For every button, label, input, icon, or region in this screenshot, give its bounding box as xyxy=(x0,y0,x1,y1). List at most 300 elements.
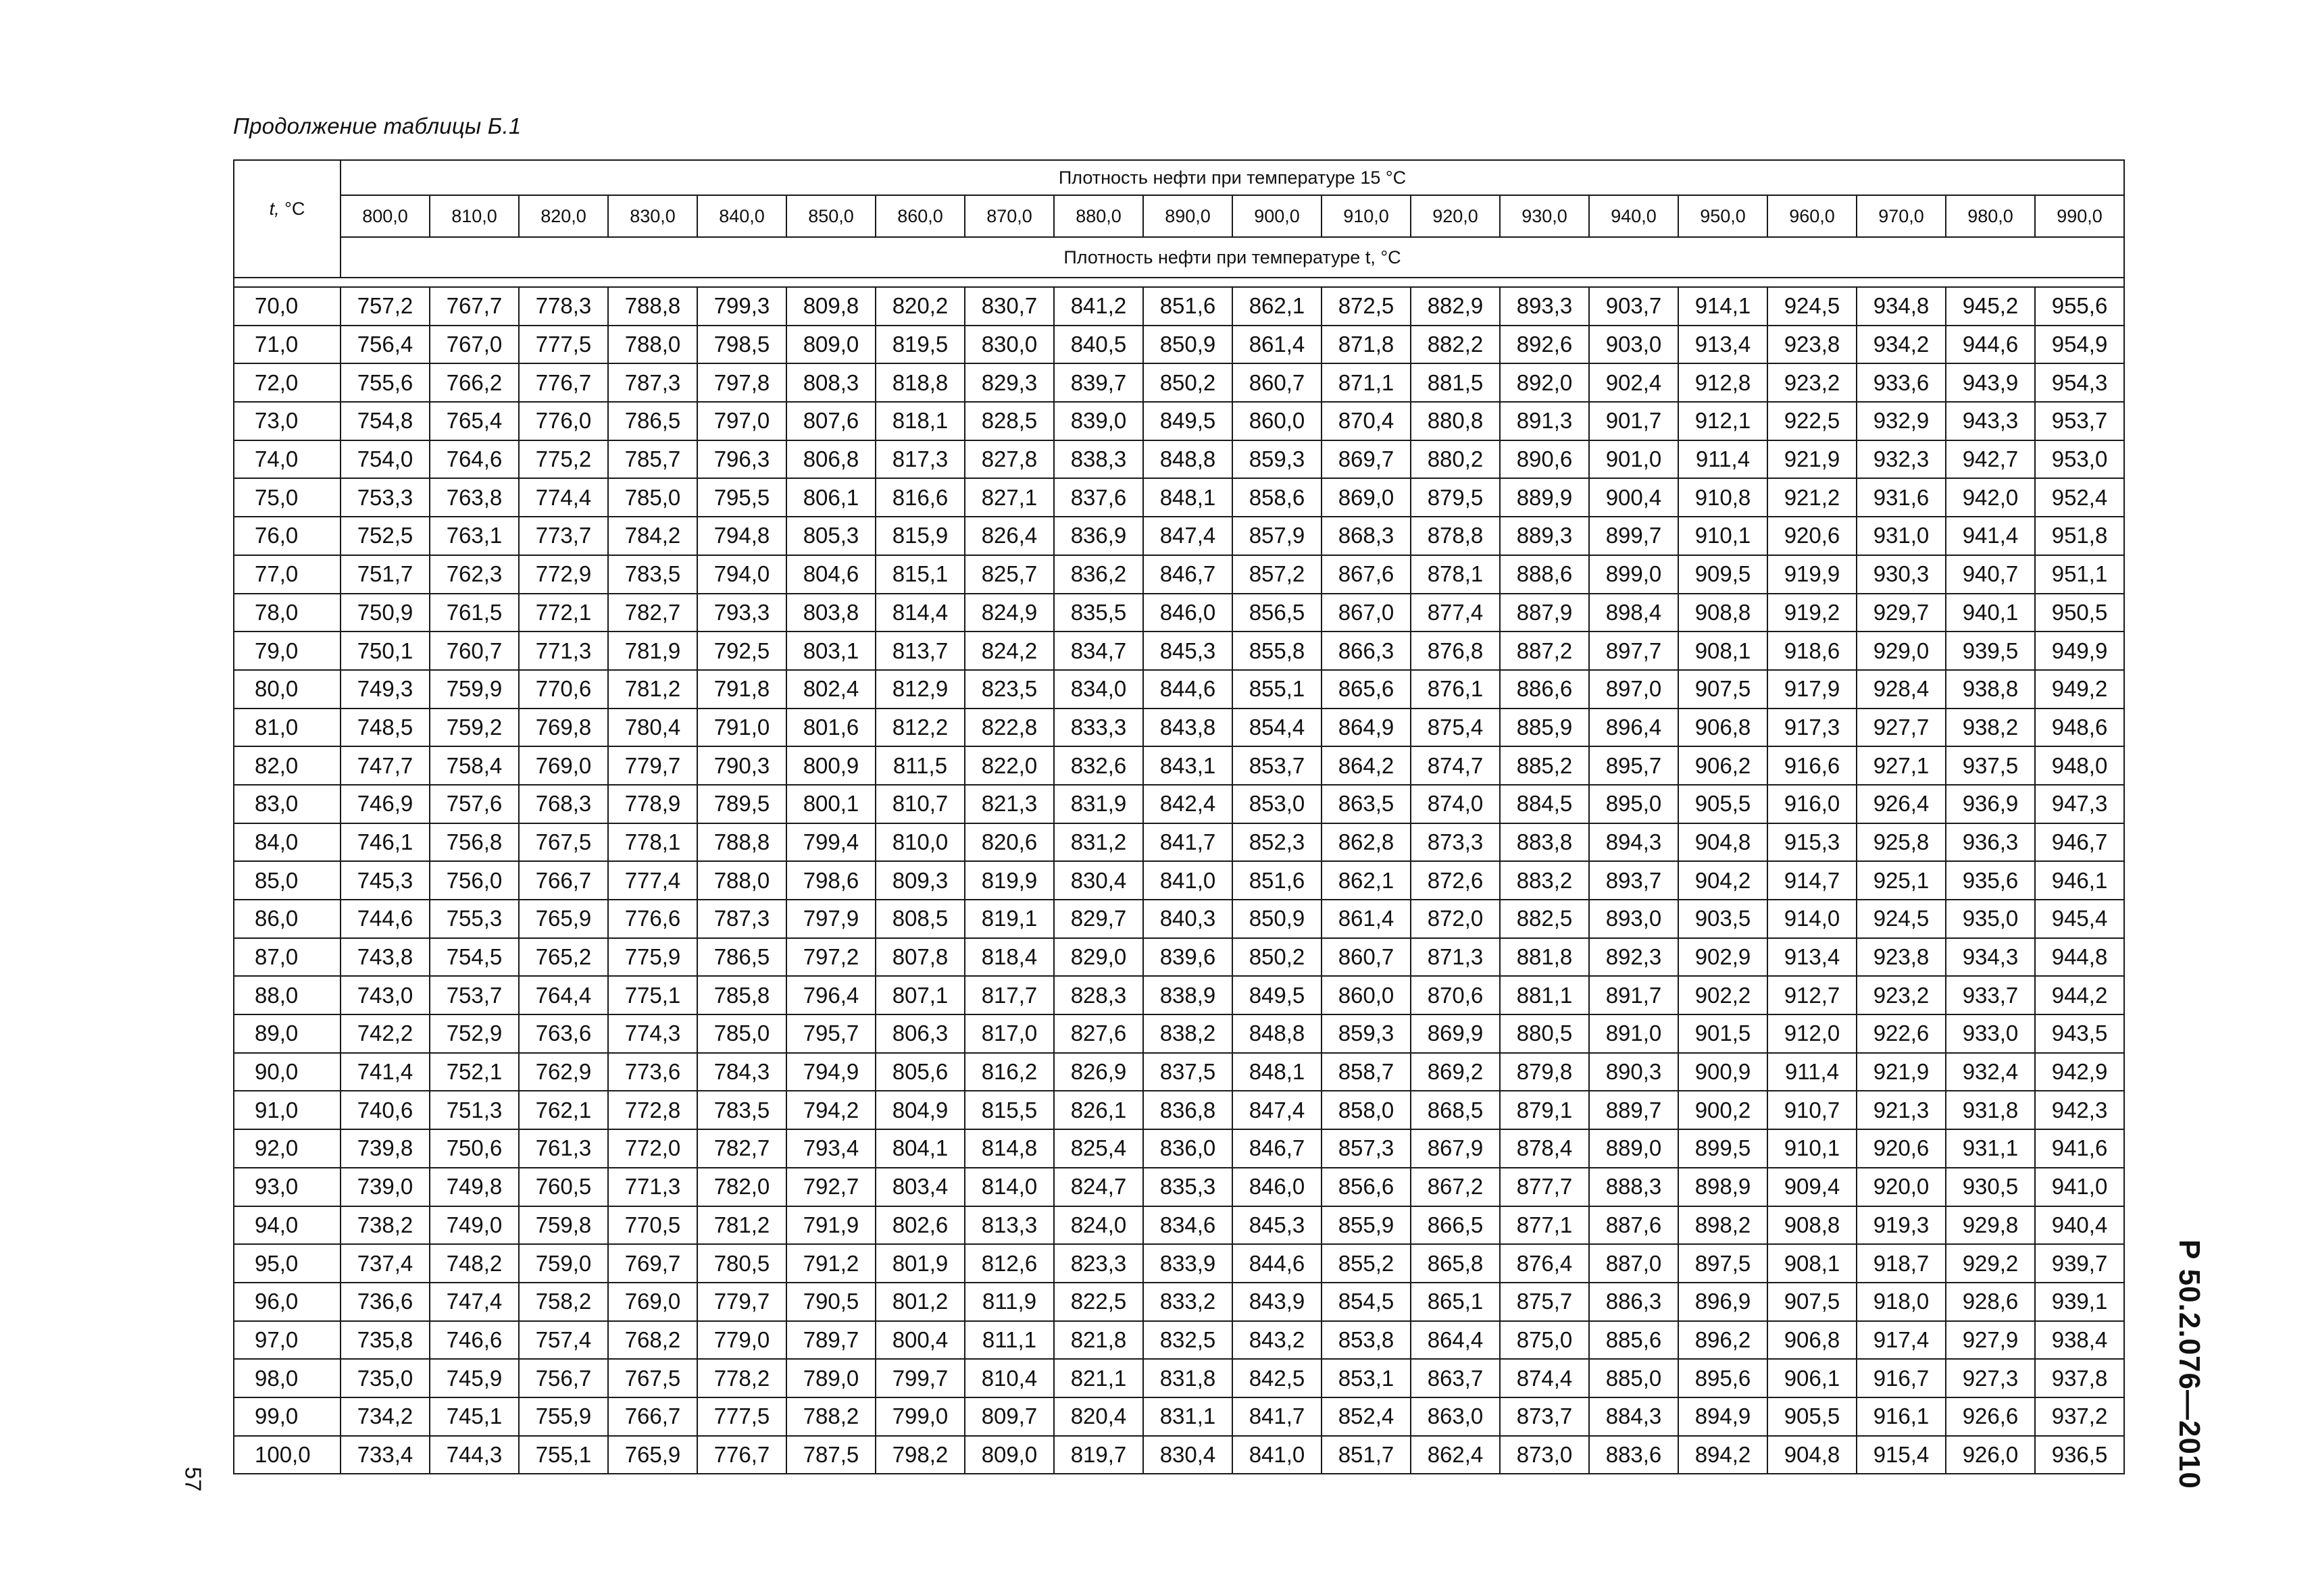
density-cell: 865,6 xyxy=(1322,670,1411,709)
density-cell: 945,2 xyxy=(1946,287,2035,326)
density-cell: 873,3 xyxy=(1411,823,1500,862)
density-cell: 940,7 xyxy=(1946,555,2035,594)
density-cell: 940,1 xyxy=(1946,594,2035,632)
density-cell: 927,1 xyxy=(1857,746,1946,785)
density-cell: 804,1 xyxy=(876,1129,965,1168)
density-cell: 848,1 xyxy=(1232,1053,1322,1091)
density-cell: 931,6 xyxy=(1857,478,1946,517)
density-cell: 905,5 xyxy=(1678,785,1767,823)
density-cell: 899,0 xyxy=(1589,555,1678,594)
density-cell: 935,0 xyxy=(1946,900,2035,938)
density-cell: 937,8 xyxy=(2035,1359,2124,1397)
density-cell: 836,2 xyxy=(1054,555,1143,594)
density-cell: 866,5 xyxy=(1411,1206,1500,1245)
density-cell: 759,8 xyxy=(519,1206,608,1245)
density-cell: 845,3 xyxy=(1143,632,1232,670)
density-cell: 745,3 xyxy=(341,861,430,900)
density-cell: 803,4 xyxy=(876,1168,965,1206)
density-cell: 917,3 xyxy=(1767,709,1857,747)
density-cell: 870,4 xyxy=(1322,402,1411,440)
density-cell: 929,0 xyxy=(1857,632,1946,670)
density-cell: 830,7 xyxy=(965,287,1054,326)
density-cell: 809,3 xyxy=(876,861,965,900)
density-cell: 913,4 xyxy=(1678,326,1767,364)
density-cell: 774,3 xyxy=(608,1014,697,1053)
density-cell: 779,7 xyxy=(697,1283,786,1321)
density-cell: 951,1 xyxy=(2035,555,2124,594)
density-cell: 749,3 xyxy=(341,670,430,709)
density-column-header: 800,0 xyxy=(341,195,430,237)
density-cell: 895,0 xyxy=(1589,785,1678,823)
table-row xyxy=(234,594,2124,632)
density-cell: 885,9 xyxy=(1500,709,1589,747)
density-cell: 952,4 xyxy=(2035,478,2124,517)
density-cell: 819,9 xyxy=(965,861,1054,900)
density-cell: 898,2 xyxy=(1678,1206,1767,1245)
density-cell: 908,1 xyxy=(1678,632,1767,670)
density-cell: 797,0 xyxy=(697,402,786,440)
density-cell: 936,5 xyxy=(2035,1436,2124,1474)
density-cell: 855,8 xyxy=(1232,632,1322,670)
density-cell: 818,1 xyxy=(876,402,965,440)
density-cell: 824,7 xyxy=(1054,1168,1143,1206)
density-cell: 954,3 xyxy=(2035,363,2124,402)
density-cell: 906,1 xyxy=(1767,1359,1857,1397)
density-cell: 920,6 xyxy=(1857,1129,1946,1168)
density-cell: 907,5 xyxy=(1678,670,1767,709)
density-cell: 793,3 xyxy=(697,594,786,632)
density-cell: 912,0 xyxy=(1767,1014,1857,1053)
temperature-cell: 98,0 xyxy=(234,1359,341,1397)
density-cell: 871,8 xyxy=(1322,326,1411,364)
temperature-cell: 91,0 xyxy=(234,1091,341,1129)
density-cell: 926,4 xyxy=(1857,785,1946,823)
table-row xyxy=(234,363,2124,402)
density-cell: 830,4 xyxy=(1143,1436,1232,1474)
density-cell: 744,3 xyxy=(430,1436,519,1474)
density-cell: 800,1 xyxy=(786,785,876,823)
density-cell: 784,2 xyxy=(608,517,697,555)
density-cell: 820,4 xyxy=(1054,1397,1143,1436)
density-cell: 849,5 xyxy=(1232,976,1322,1014)
density-cell: 815,5 xyxy=(965,1091,1054,1129)
density-cell: 786,5 xyxy=(608,402,697,440)
table-row xyxy=(234,670,2124,709)
density-cell: 848,1 xyxy=(1143,478,1232,517)
density-cell: 763,6 xyxy=(519,1014,608,1053)
density-cell: 937,2 xyxy=(2035,1397,2124,1436)
density-cell: 834,0 xyxy=(1054,670,1143,709)
density-cell: 918,6 xyxy=(1767,632,1857,670)
density-cell: 787,5 xyxy=(786,1436,876,1474)
density-cell: 765,2 xyxy=(519,938,608,977)
density-table-container xyxy=(233,159,2123,1474)
density-cell: 862,4 xyxy=(1411,1436,1500,1474)
density-cell: 871,1 xyxy=(1322,363,1411,402)
density-cell: 919,2 xyxy=(1767,594,1857,632)
density-cell: 763,1 xyxy=(430,517,519,555)
density-cell: 765,9 xyxy=(608,1436,697,1474)
density-cell: 765,9 xyxy=(519,900,608,938)
density-cell: 875,7 xyxy=(1500,1283,1589,1321)
density-cell: 809,8 xyxy=(786,287,876,326)
density-cell: 836,9 xyxy=(1054,517,1143,555)
density-cell: 894,2 xyxy=(1678,1436,1767,1474)
density-cell: 868,3 xyxy=(1322,517,1411,555)
density-cell: 889,0 xyxy=(1589,1129,1678,1168)
density-cell: 850,2 xyxy=(1232,938,1322,977)
density-cell: 836,0 xyxy=(1143,1129,1232,1168)
density-cell: 855,9 xyxy=(1322,1206,1411,1245)
density-cell: 822,8 xyxy=(965,709,1054,747)
density-cell: 856,6 xyxy=(1322,1168,1411,1206)
density-cell: 750,9 xyxy=(341,594,430,632)
density-cell: 904,2 xyxy=(1678,861,1767,900)
density-cell: 744,6 xyxy=(341,900,430,938)
density-table xyxy=(233,159,2125,1474)
temperature-cell: 72,0 xyxy=(234,363,341,402)
header-separator-row xyxy=(234,278,2124,287)
density-cell: 896,4 xyxy=(1589,709,1678,747)
table-row xyxy=(234,1283,2124,1321)
density-cell: 777,5 xyxy=(519,326,608,364)
density-cell: 825,7 xyxy=(965,555,1054,594)
density-cell: 894,3 xyxy=(1589,823,1678,862)
density-cell: 934,8 xyxy=(1857,287,1946,326)
density-cell: 900,2 xyxy=(1678,1091,1767,1129)
density-cell: 860,7 xyxy=(1322,938,1411,977)
density-cell: 905,5 xyxy=(1767,1397,1857,1436)
density-cell: 910,1 xyxy=(1767,1129,1857,1168)
density-cell: 867,2 xyxy=(1411,1168,1500,1206)
table-row xyxy=(234,976,2124,1014)
density-cell: 827,8 xyxy=(965,440,1054,479)
density-cell: 839,0 xyxy=(1054,402,1143,440)
density-cell: 797,2 xyxy=(786,938,876,977)
density-cell: 916,6 xyxy=(1767,746,1857,785)
table-row xyxy=(234,938,2124,977)
density-cell: 756,8 xyxy=(430,823,519,862)
density-cell: 814,8 xyxy=(965,1129,1054,1168)
density-cell: 841,7 xyxy=(1232,1397,1322,1436)
density-cell: 766,7 xyxy=(519,861,608,900)
density-cell: 910,7 xyxy=(1767,1091,1857,1129)
density-cell: 900,4 xyxy=(1589,478,1678,517)
density-cell: 747,7 xyxy=(341,746,430,785)
density-cell: 901,0 xyxy=(1589,440,1678,479)
page-number-text: 57 xyxy=(180,1466,205,1492)
density-cell: 892,6 xyxy=(1500,326,1589,364)
density-cell: 788,0 xyxy=(697,861,786,900)
density-cell: 788,0 xyxy=(608,326,697,364)
density-cell: 938,2 xyxy=(1946,709,2035,747)
density-column-header: 880,0 xyxy=(1054,195,1143,237)
density-cell: 918,0 xyxy=(1857,1283,1946,1321)
temperature-cell: 80,0 xyxy=(234,670,341,709)
density-cell: 888,6 xyxy=(1500,555,1589,594)
density-cell: 857,2 xyxy=(1232,555,1322,594)
density-cell: 830,0 xyxy=(965,326,1054,364)
density-cell: 852,3 xyxy=(1232,823,1322,862)
density-cell: 807,6 xyxy=(786,402,876,440)
density-cell: 756,0 xyxy=(430,861,519,900)
density-cell: 824,9 xyxy=(965,594,1054,632)
density-column-header: 900,0 xyxy=(1232,195,1322,237)
density-cell: 893,7 xyxy=(1589,861,1678,900)
density-cell: 947,3 xyxy=(2035,785,2124,823)
density-cell: 801,9 xyxy=(876,1244,965,1283)
density-cell: 857,9 xyxy=(1232,517,1322,555)
density-cell: 861,4 xyxy=(1232,326,1322,364)
density-cell: 860,0 xyxy=(1322,976,1411,1014)
density-cell: 876,1 xyxy=(1411,670,1500,709)
density-cell: 892,0 xyxy=(1500,363,1589,402)
temperature-cell: 86,0 xyxy=(234,900,341,938)
density-cell: 801,6 xyxy=(786,709,876,747)
density-cell: 791,9 xyxy=(786,1206,876,1245)
standard-number-text: Р 50.2.076—2010 xyxy=(2173,1239,2207,1489)
density-cell: 913,4 xyxy=(1767,938,1857,977)
density-cell: 915,3 xyxy=(1767,823,1857,862)
density-cell: 953,0 xyxy=(2035,440,2124,479)
density-cell: 886,3 xyxy=(1589,1283,1678,1321)
density-cell: 944,2 xyxy=(2035,976,2124,1014)
density-cell: 786,5 xyxy=(697,938,786,977)
density-cell: 915,4 xyxy=(1857,1436,1946,1474)
density-cell: 928,4 xyxy=(1857,670,1946,709)
density-cell: 822,0 xyxy=(965,746,1054,785)
density-cell: 878,1 xyxy=(1411,555,1500,594)
density-cell: 821,1 xyxy=(1054,1359,1143,1397)
density-cell: 899,7 xyxy=(1589,517,1678,555)
density-cell: 837,6 xyxy=(1054,478,1143,517)
density-cell: 782,7 xyxy=(697,1129,786,1168)
density-cell: 751,3 xyxy=(430,1091,519,1129)
density-cell: 884,5 xyxy=(1500,785,1589,823)
density-column-header: 840,0 xyxy=(697,195,786,237)
density-cell: 778,2 xyxy=(697,1359,786,1397)
density-cell: 890,3 xyxy=(1589,1053,1678,1091)
density-cell: 831,2 xyxy=(1054,823,1143,862)
density-cell: 813,3 xyxy=(965,1206,1054,1245)
density-cell: 853,7 xyxy=(1232,746,1322,785)
density-table-body xyxy=(234,287,2124,1474)
density-cell: 932,3 xyxy=(1857,440,1946,479)
density-cell: 752,1 xyxy=(430,1053,519,1091)
density-cell: 931,0 xyxy=(1857,517,1946,555)
density-cell: 916,0 xyxy=(1767,785,1857,823)
density-cell: 898,9 xyxy=(1678,1168,1767,1206)
density-cell: 833,3 xyxy=(1054,709,1143,747)
density-cell: 787,3 xyxy=(608,363,697,402)
density-cell: 767,0 xyxy=(430,326,519,364)
density-cell: 739,8 xyxy=(341,1129,430,1168)
density-cell: 902,4 xyxy=(1589,363,1678,402)
density-cell: 893,3 xyxy=(1500,287,1589,326)
density-cell: 810,4 xyxy=(965,1359,1054,1397)
density-cell: 891,3 xyxy=(1500,402,1589,440)
density-cell: 846,0 xyxy=(1232,1168,1322,1206)
density-cell: 922,5 xyxy=(1767,402,1857,440)
density-cell: 848,8 xyxy=(1143,440,1232,479)
density-cell: 832,5 xyxy=(1143,1321,1232,1360)
density-cell: 860,0 xyxy=(1232,402,1322,440)
density-cell: 814,4 xyxy=(876,594,965,632)
density-cell: 773,7 xyxy=(519,517,608,555)
table-row xyxy=(234,326,2124,364)
density-cell: 753,7 xyxy=(430,976,519,1014)
temperature-cell: 100,0 xyxy=(234,1436,341,1474)
density-cell: 809,7 xyxy=(965,1397,1054,1436)
density-cell: 785,0 xyxy=(608,478,697,517)
density-cell: 754,5 xyxy=(430,938,519,977)
density-cell: 933,0 xyxy=(1946,1014,2035,1053)
density-cell: 919,9 xyxy=(1767,555,1857,594)
density-cell: 856,5 xyxy=(1232,594,1322,632)
density-cell: 789,0 xyxy=(786,1359,876,1397)
density-cell: 904,8 xyxy=(1767,1436,1857,1474)
density-cell: 827,6 xyxy=(1054,1014,1143,1053)
density-cell: 826,1 xyxy=(1054,1091,1143,1129)
density-cell: 768,3 xyxy=(519,785,608,823)
density-cell: 830,4 xyxy=(1054,861,1143,900)
density-cell: 776,0 xyxy=(519,402,608,440)
density-cell: 812,2 xyxy=(876,709,965,747)
density-cell: 780,4 xyxy=(608,709,697,747)
density-cell: 917,9 xyxy=(1767,670,1857,709)
density-cell: 851,7 xyxy=(1322,1436,1411,1474)
density-cell: 769,7 xyxy=(608,1244,697,1283)
density-cell: 885,2 xyxy=(1500,746,1589,785)
density-cell: 828,3 xyxy=(1054,976,1143,1014)
density-cell: 921,9 xyxy=(1857,1053,1946,1091)
density-cell: 918,7 xyxy=(1857,1244,1946,1283)
density-15c-header: Плотность нефти при температуре 15 °С xyxy=(341,160,2124,195)
density-cell: 933,7 xyxy=(1946,976,2035,1014)
density-cell: 779,0 xyxy=(697,1321,786,1360)
density-cell: 750,6 xyxy=(430,1129,519,1168)
table-row xyxy=(234,900,2124,938)
density-cell: 790,3 xyxy=(697,746,786,785)
density-cell: 953,7 xyxy=(2035,402,2124,440)
density-cell: 911,4 xyxy=(1678,440,1767,479)
density-cell: 936,3 xyxy=(1946,823,2035,862)
density-cell: 852,4 xyxy=(1322,1397,1411,1436)
density-cell: 941,4 xyxy=(1946,517,2035,555)
density-cell: 753,3 xyxy=(341,478,430,517)
density-cell: 824,2 xyxy=(965,632,1054,670)
density-cell: 750,1 xyxy=(341,632,430,670)
density-cell: 879,5 xyxy=(1411,478,1500,517)
density-cell: 869,0 xyxy=(1322,478,1411,517)
density-cell: 806,1 xyxy=(786,478,876,517)
density-cell: 765,4 xyxy=(430,402,519,440)
density-cell: 782,0 xyxy=(697,1168,786,1206)
density-cell: 826,4 xyxy=(965,517,1054,555)
density-cell: 916,1 xyxy=(1857,1397,1946,1436)
temperature-cell: 79,0 xyxy=(234,632,341,670)
density-cell: 896,9 xyxy=(1678,1283,1767,1321)
density-column-header: 820,0 xyxy=(519,195,608,237)
density-cell: 887,2 xyxy=(1500,632,1589,670)
density-cell: 735,8 xyxy=(341,1321,430,1360)
temperature-symbol: t, xyxy=(269,199,280,219)
density-cell: 809,0 xyxy=(965,1436,1054,1474)
density-cell: 862,8 xyxy=(1322,823,1411,862)
density-cell: 916,7 xyxy=(1857,1359,1946,1397)
density-cell: 791,0 xyxy=(697,709,786,747)
density-cell: 805,6 xyxy=(876,1053,965,1091)
temperature-cell: 92,0 xyxy=(234,1129,341,1168)
density-cell: 912,8 xyxy=(1678,363,1767,402)
density-cell: 863,0 xyxy=(1411,1397,1500,1436)
density-cell: 955,6 xyxy=(2035,287,2124,326)
density-cell: 764,4 xyxy=(519,976,608,1014)
density-cell: 808,3 xyxy=(786,363,876,402)
density-cell: 899,5 xyxy=(1678,1129,1767,1168)
density-column-header: 860,0 xyxy=(876,195,965,237)
density-cell: 777,4 xyxy=(608,861,697,900)
density-cell: 742,2 xyxy=(341,1014,430,1053)
density-cell: 812,9 xyxy=(876,670,965,709)
density-cell: 755,9 xyxy=(519,1397,608,1436)
temperature-cell: 96,0 xyxy=(234,1283,341,1321)
density-cell: 935,6 xyxy=(1946,861,2035,900)
density-cell: 772,1 xyxy=(519,594,608,632)
density-cell: 917,4 xyxy=(1857,1321,1946,1360)
density-cell: 877,7 xyxy=(1500,1168,1589,1206)
density-cell: 799,4 xyxy=(786,823,876,862)
density-cell: 752,9 xyxy=(430,1014,519,1053)
density-cell: 875,4 xyxy=(1411,709,1500,747)
density-cell: 810,0 xyxy=(876,823,965,862)
density-cell: 760,5 xyxy=(519,1168,608,1206)
density-cell: 842,5 xyxy=(1232,1359,1322,1397)
density-cell: 747,4 xyxy=(430,1283,519,1321)
density-column-header: 830,0 xyxy=(608,195,697,237)
temperature-cell: 94,0 xyxy=(234,1206,341,1245)
density-cell: 900,9 xyxy=(1678,1053,1767,1091)
density-cell: 746,6 xyxy=(430,1321,519,1360)
density-cell: 942,9 xyxy=(2035,1053,2124,1091)
density-cell: 906,8 xyxy=(1767,1321,1857,1360)
temperature-cell: 70,0 xyxy=(234,287,341,326)
density-cell: 819,5 xyxy=(876,326,965,364)
density-cell: 809,0 xyxy=(786,326,876,364)
density-cell: 833,9 xyxy=(1143,1244,1232,1283)
density-cell: 944,8 xyxy=(2035,938,2124,977)
density-column-header: 980,0 xyxy=(1946,195,2035,237)
density-cell: 778,1 xyxy=(608,823,697,862)
density-cell: 881,1 xyxy=(1500,976,1589,1014)
density-cell: 746,1 xyxy=(341,823,430,862)
density-cell: 903,7 xyxy=(1589,287,1678,326)
density-cell: 914,7 xyxy=(1767,861,1857,900)
density-cell: 759,9 xyxy=(430,670,519,709)
temperature-cell: 90,0 xyxy=(234,1053,341,1091)
density-cell: 837,5 xyxy=(1143,1053,1232,1091)
density-cell: 787,3 xyxy=(697,900,786,938)
density-cell: 923,8 xyxy=(1857,938,1946,977)
density-cell: 775,2 xyxy=(519,440,608,479)
density-cell: 796,4 xyxy=(786,976,876,1014)
density-cell: 757,2 xyxy=(341,287,430,326)
density-cell: 804,9 xyxy=(876,1091,965,1129)
density-cell: 759,2 xyxy=(430,709,519,747)
density-cell: 823,5 xyxy=(965,670,1054,709)
density-cell: 921,9 xyxy=(1767,440,1857,479)
density-cell: 942,0 xyxy=(1946,478,2035,517)
